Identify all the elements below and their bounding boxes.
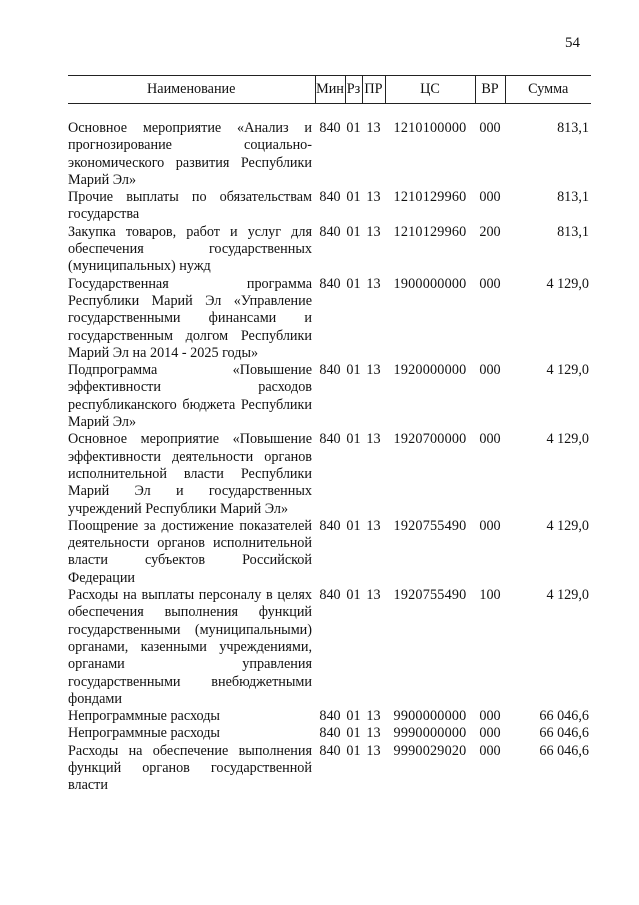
row-min: 840 bbox=[319, 708, 341, 725]
row-pr: 13 bbox=[366, 587, 381, 604]
table-row bbox=[68, 362, 591, 431]
row-name: Основное мероприятие «Повышение эффективности деятельности органов исполнительной власти Республики Марий Эл и государственных учреждений Республики Марий Эл» bbox=[68, 431, 312, 517]
row-name: Непрограммные расходы bbox=[68, 725, 220, 742]
header-sum: Сумма bbox=[505, 76, 591, 104]
row-pr: 13 bbox=[366, 742, 381, 759]
header-name: Наименование bbox=[68, 76, 315, 104]
row-pr: 13 bbox=[366, 725, 381, 742]
row-min: 840 bbox=[319, 431, 341, 448]
row-cs: 1920755490 bbox=[393, 587, 467, 604]
row-min: 840 bbox=[319, 120, 341, 136]
row-rz: 01 bbox=[346, 189, 361, 206]
row-pr: 13 bbox=[366, 275, 381, 292]
row-name: Непрограммные расходы bbox=[68, 708, 220, 725]
row-sum: 4 129,0 bbox=[546, 587, 589, 604]
row-rz: 01 bbox=[346, 725, 361, 742]
row-cs: 1210100000 bbox=[393, 120, 467, 136]
row-sum: 66 046,6 bbox=[539, 725, 589, 742]
row-cs: 9990000000 bbox=[393, 725, 467, 742]
row-vr: 000 bbox=[479, 275, 501, 292]
header-cs: ЦС bbox=[385, 76, 475, 104]
row-sum: 4 129,0 bbox=[546, 362, 589, 379]
row-vr: 000 bbox=[479, 708, 501, 725]
row-pr: 13 bbox=[366, 517, 381, 534]
row-sum: 66 046,6 bbox=[539, 742, 589, 759]
table-header bbox=[68, 76, 591, 104]
row-vr: 000 bbox=[479, 120, 501, 136]
row-cs: 1920000000 bbox=[393, 362, 467, 379]
row-rz: 01 bbox=[346, 517, 361, 534]
table-row bbox=[68, 743, 591, 795]
row-name: Прочие выплаты по обязательствам государства bbox=[68, 189, 312, 223]
row-sum: 813,1 bbox=[557, 189, 589, 206]
row-min: 840 bbox=[319, 587, 341, 604]
page-number: 54 bbox=[565, 35, 580, 51]
table-row bbox=[68, 224, 591, 276]
table-row bbox=[68, 431, 591, 517]
row-vr: 000 bbox=[479, 362, 501, 379]
row-pr: 13 bbox=[366, 431, 381, 448]
row-sum: 813,1 bbox=[557, 223, 589, 240]
row-rz: 01 bbox=[346, 362, 361, 379]
table-row bbox=[68, 189, 591, 224]
row-vr: 000 bbox=[479, 742, 501, 759]
row-rz: 01 bbox=[346, 742, 361, 759]
row-pr: 13 bbox=[366, 708, 381, 725]
row-sum: 813,1 bbox=[557, 120, 589, 136]
row-name: Подпрограмма «Повышение эффективности расходов республиканского бюджета Республики Марий Эл» bbox=[68, 362, 312, 431]
row-vr: 000 bbox=[479, 517, 501, 534]
row-rz: 01 bbox=[346, 275, 361, 292]
row-pr: 13 bbox=[366, 120, 381, 136]
row-name: Расходы на обеспечение выполнения функций органов государственной власти bbox=[68, 742, 312, 794]
row-rz: 01 bbox=[346, 120, 361, 136]
row-min: 840 bbox=[319, 362, 341, 379]
row-rz: 01 bbox=[346, 587, 361, 604]
table-row bbox=[68, 708, 591, 725]
table-row bbox=[68, 725, 591, 742]
row-cs: 1920700000 bbox=[393, 431, 467, 448]
row-cs: 9990029020 bbox=[393, 742, 467, 759]
row-min: 840 bbox=[319, 725, 341, 742]
row-name: Поощрение за достижение показателей деятельности органов исполнительной власти субъектов Российской Федерации bbox=[68, 517, 312, 586]
row-vr: 000 bbox=[479, 725, 501, 742]
row-name: Расходы на выплаты персоналу в целях обеспечения выполнения функций государственными (муниципальными) органами, казенными учреждениями, органами управления государственными внебюджетными фондами bbox=[68, 587, 312, 707]
row-sum: 4 129,0 bbox=[546, 275, 589, 292]
row-pr: 13 bbox=[366, 362, 381, 379]
row-min: 840 bbox=[319, 275, 341, 292]
budget-table bbox=[68, 75, 591, 795]
header-rz: Рз bbox=[345, 76, 362, 104]
row-cs: 9900000000 bbox=[393, 708, 467, 725]
table-row bbox=[68, 518, 591, 587]
row-name: Основное мероприятие «Анализ и прогнозирование социально-экономического развития Республики Марий Эл» bbox=[68, 120, 312, 188]
row-cs: 1210129960 bbox=[393, 223, 467, 240]
row-sum: 66 046,6 bbox=[539, 708, 589, 725]
header-pr: ПР bbox=[362, 76, 385, 104]
row-min: 840 bbox=[319, 517, 341, 534]
row-cs: 1210129960 bbox=[393, 189, 467, 206]
row-rz: 01 bbox=[346, 431, 361, 448]
row-cs: 1920755490 bbox=[393, 517, 467, 534]
row-vr: 100 bbox=[479, 587, 501, 604]
row-pr: 13 bbox=[366, 189, 381, 206]
row-rz: 01 bbox=[346, 223, 361, 240]
header-vr: ВР bbox=[475, 76, 505, 104]
row-min: 840 bbox=[319, 742, 341, 759]
table-row bbox=[68, 120, 591, 189]
row-min: 840 bbox=[319, 223, 341, 240]
header-min: Мин bbox=[315, 76, 345, 104]
row-pr: 13 bbox=[366, 223, 381, 240]
row-rz: 01 bbox=[346, 708, 361, 725]
row-sum: 4 129,0 bbox=[546, 517, 589, 534]
row-vr: 000 bbox=[479, 431, 501, 448]
row-name: Закупка товаров, работ и услуг для обеспечения государственных (муниципальных) нужд bbox=[68, 223, 312, 275]
table-body bbox=[68, 104, 591, 795]
row-name: Государственная программа Республики Марий Эл «Управление государственными финансами и государственным долгом Республики Марий Эл на 2014 - 2025 годы» bbox=[68, 275, 312, 361]
row-vr: 200 bbox=[479, 223, 501, 240]
row-cs: 1900000000 bbox=[393, 275, 467, 292]
table-row bbox=[68, 276, 591, 362]
table-row bbox=[68, 587, 591, 708]
row-min: 840 bbox=[319, 189, 341, 206]
row-vr: 000 bbox=[479, 189, 501, 206]
row-sum: 4 129,0 bbox=[546, 431, 589, 448]
